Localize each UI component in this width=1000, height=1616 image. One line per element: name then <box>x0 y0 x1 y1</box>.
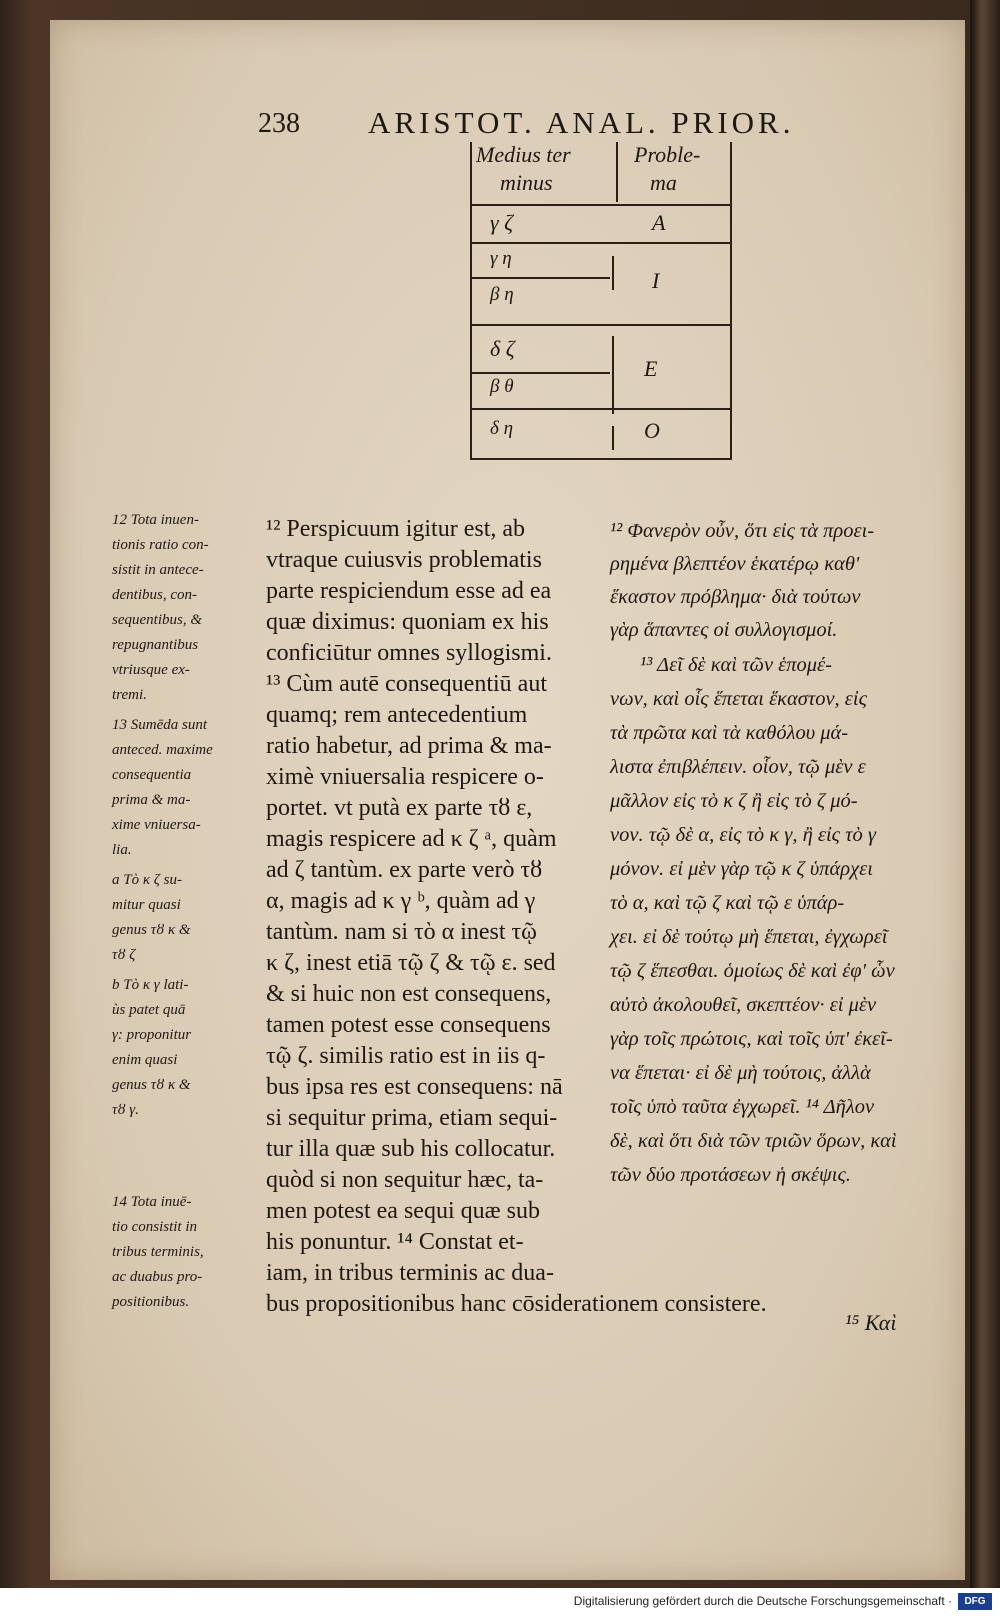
margin-note-line: dentibus, con- <box>112 587 197 603</box>
margin-note-line: 12 Tota inuen- <box>112 512 199 528</box>
running-head <box>50 105 965 145</box>
margin-note-line: tio consistit in <box>112 1219 198 1235</box>
greek-line: γὰρ ἅπαντες οἱ συλλογισμοί. <box>610 619 838 641</box>
header-medius-1: Medius ter <box>476 142 571 167</box>
margin-note-line: tionis ratio con- <box>112 537 209 553</box>
latin-line: si sequitur prima, etiam sequi- <box>266 1105 558 1131</box>
margin-note-line: sistit in antece- <box>112 562 204 578</box>
latin-line: bus ipsa res est consequens: nā <box>266 1074 563 1100</box>
table-row-problem: A <box>652 210 666 235</box>
latin-line: men potest ea sequi quæ sub <box>266 1198 540 1224</box>
table-row-term: γ η <box>490 248 512 269</box>
table-header-divider <box>616 142 618 202</box>
greek-line: ρημένα βλεπτέον ἑκατέρῳ καθ' <box>610 553 860 575</box>
margin-note-line: mitur quasi <box>112 897 181 913</box>
latin-line: quòd si non sequitur hæc, ta- <box>266 1167 544 1193</box>
table-rule <box>470 458 732 460</box>
latin-line: ¹³ Cùm autē consequentiū aut <box>266 671 547 697</box>
margin-note-line: prima & ma- <box>112 792 191 808</box>
greek-line: γὰρ τοῖς πρώτοις, καὶ τοῖς ὑπ' ἐκεῖ- <box>610 1028 893 1050</box>
latin-line: parte respiciendum esse ad ea <box>266 578 552 604</box>
margin-note-line: τȣ ζ <box>112 947 136 963</box>
table-rule <box>470 324 730 326</box>
table-left-border <box>470 142 472 460</box>
greek-line: χει. εἰ δὲ τούτῳ μὴ ἕπεται, ἐγχωρεῖ <box>610 926 888 948</box>
greek-line: δὲ, καὶ ὅτι διὰ τῶν τριῶν ὅρων, καὶ <box>610 1130 897 1152</box>
margin-note-line: ùs patet quā <box>112 1002 186 1018</box>
table-divider-1 <box>612 256 614 290</box>
running-title: ARISTOT. ANAL. PRIOR. <box>368 105 795 140</box>
latin-line: his ponuntur. ¹⁴ Constat et- <box>266 1229 524 1255</box>
latin-line: tantùm. nam si τὸ α inest τῷ <box>266 919 537 945</box>
book-page <box>50 20 965 1580</box>
margin-note-line: genus τȣ κ & <box>112 1077 191 1093</box>
margin-note-line: genus τȣ κ & <box>112 922 191 938</box>
margin-note-line: ac duabus pro- <box>112 1269 203 1285</box>
greek-line: ¹² Φανερὸν οὖν, ὅτι εἰς τὰ προει- <box>610 520 875 542</box>
greek-line: τὰ πρῶτα καὶ τὰ καθόλου μά- <box>610 722 849 744</box>
latin-line: conficiūtur omnes syllogismi. <box>266 640 552 666</box>
table-right-border <box>730 142 732 460</box>
margin-note-line: τȣ γ. <box>112 1102 139 1118</box>
greek-line: νων, καὶ οἷς ἕπεται ἕκαστον, εἰς <box>610 688 867 710</box>
footer-credit: Digitalisierung gefördert durch die Deutsche Forschungsgemeinschaft · <box>573 1594 952 1608</box>
margin-note-line: tribus terminis, <box>112 1244 204 1260</box>
margin-note-line: vtriusque ex- <box>112 662 190 678</box>
margin-note-line: repugnantibus <box>112 637 199 653</box>
greek-line: τοῖς ὑπὸ ταῦτα ἐγχωρεῖ. ¹⁴ Δῆλον <box>610 1096 875 1118</box>
greek-line: να ἕπεται· εἰ δὲ μὴ τούτοις, ἀλλὰ <box>610 1062 871 1084</box>
table-rule <box>470 204 730 206</box>
margin-note-line: a Tὸ κ ζ su- <box>112 872 182 888</box>
table-row-problem: I <box>652 268 660 293</box>
latin-line: ximè vniuersalia respicere o- <box>266 764 544 790</box>
greek-line: μόνον. εἰ μὲν γὰρ τῷ κ ζ ὑπάρχει <box>610 858 873 880</box>
terms-table <box>466 140 732 502</box>
margin-note-line: consequentia <box>112 767 192 783</box>
table-rule <box>470 277 610 279</box>
header-medius-2: minus <box>500 170 553 195</box>
table-rule <box>470 408 730 410</box>
table-row-term: β η <box>490 284 514 305</box>
dfg-logo: DFG <box>958 1593 992 1610</box>
latin-line: portet. vt putà ex parte τȣ ε, <box>266 795 533 821</box>
greek-line: αὐτὸ ἀκολουθεῖ, σκεπτέον· εἰ μὲν <box>610 994 877 1016</box>
page-number: 238 <box>258 108 300 139</box>
header-problema-2: ma <box>650 170 677 195</box>
table-divider-2 <box>612 336 614 414</box>
margin-note-line: tremi. <box>112 687 147 703</box>
latin-line: magis respicere ad κ ζ ᵃ, quàm <box>266 826 557 852</box>
table-row-problem: O <box>644 418 660 443</box>
latin-line: bus propositionibus hanc cōsiderationem consistere. <box>266 1291 767 1317</box>
table-row-term: δ ζ <box>490 336 515 361</box>
margin-note-line: γ: proponitur <box>112 1027 192 1043</box>
latin-line: ¹² Perspicuum igitur est, ab <box>266 516 526 542</box>
margin-note-line: 14 Tota inuē- <box>112 1194 192 1210</box>
header-problema-1: Proble- <box>634 142 701 167</box>
latin-line: ad ζ tantùm. ex parte verò τȣ <box>266 857 543 883</box>
greek-line: ἕκαστον πρόβλημα· διὰ τούτων <box>610 586 861 608</box>
latin-line: τῷ ζ. similis ratio est in iis q- <box>266 1043 546 1069</box>
table-divider-3 <box>612 426 614 450</box>
digitization-footer <box>0 1588 1000 1616</box>
table-rule <box>470 372 610 374</box>
greek-line: τῶν δύο προτάσεων ἡ σκέψις. <box>610 1164 851 1186</box>
latin-line: κ ζ, inest etiā τῷ ζ & τῷ ε. sed <box>266 950 556 976</box>
margin-note-line: 13 Sumēda sunt <box>112 717 207 733</box>
latin-line: quamq; rem antecedentium <box>266 702 528 728</box>
greek-line: νον. τῷ δὲ α, εἰς τὸ κ γ, ἢ εἰς τὸ γ <box>610 824 876 846</box>
latin-line: tamen potest esse consequens <box>266 1012 551 1038</box>
table-row-term: β θ <box>490 376 514 397</box>
table-row-problem: E <box>644 356 658 381</box>
table-rule <box>470 242 730 244</box>
book-spine <box>970 0 1000 1616</box>
margin-note-line: anteced. maxime <box>112 742 213 758</box>
margin-note-line: enim quasi <box>112 1052 178 1068</box>
latin-line: tur illa quæ sub his collocatur. <box>266 1136 556 1162</box>
greek-line: τὸ α, καὶ τῷ ζ καὶ τῷ ε ὑπάρ- <box>610 892 845 914</box>
margin-note-line: xime vniuersa- <box>112 817 201 833</box>
margin-note-line: b Tὸ κ γ lati- <box>112 977 189 993</box>
greek-line: λιστα ἐπιβλέπειν. οἷον, τῷ μὲν ε <box>610 756 866 778</box>
catchword: ¹⁵ Καὶ <box>845 1310 897 1335</box>
greek-line: μᾶλλον εἰς τὸ κ ζ ἢ εἰς τὸ ζ μό- <box>610 790 858 812</box>
greek-line: τῷ ζ ἕπεσθαι. ὁμοίως δὲ καὶ ἐφ' ὧν <box>610 960 895 982</box>
table-row-term: δ η <box>490 418 514 439</box>
margin-note-line: positionibus. <box>112 1294 190 1310</box>
table-row-term: γ ζ <box>490 210 514 235</box>
margin-note-line: sequentibus, & <box>112 612 202 628</box>
latin-line: vtraque cuiusvis problematis <box>266 547 542 573</box>
greek-line: ¹³ Δεῖ δὲ καὶ τῶν ἑπομέ- <box>640 654 832 676</box>
latin-line: iam, in tribus terminis ac dua- <box>266 1260 554 1286</box>
latin-line: quæ diximus: quoniam ex his <box>266 609 549 635</box>
latin-line: & si huic non est consequens, <box>266 981 552 1007</box>
latin-line: α, magis ad κ γ ᵇ, quàm ad γ <box>266 888 536 914</box>
margin-note-line: lia. <box>112 842 132 858</box>
latin-line: ratio habetur, ad prima & ma- <box>266 733 552 759</box>
